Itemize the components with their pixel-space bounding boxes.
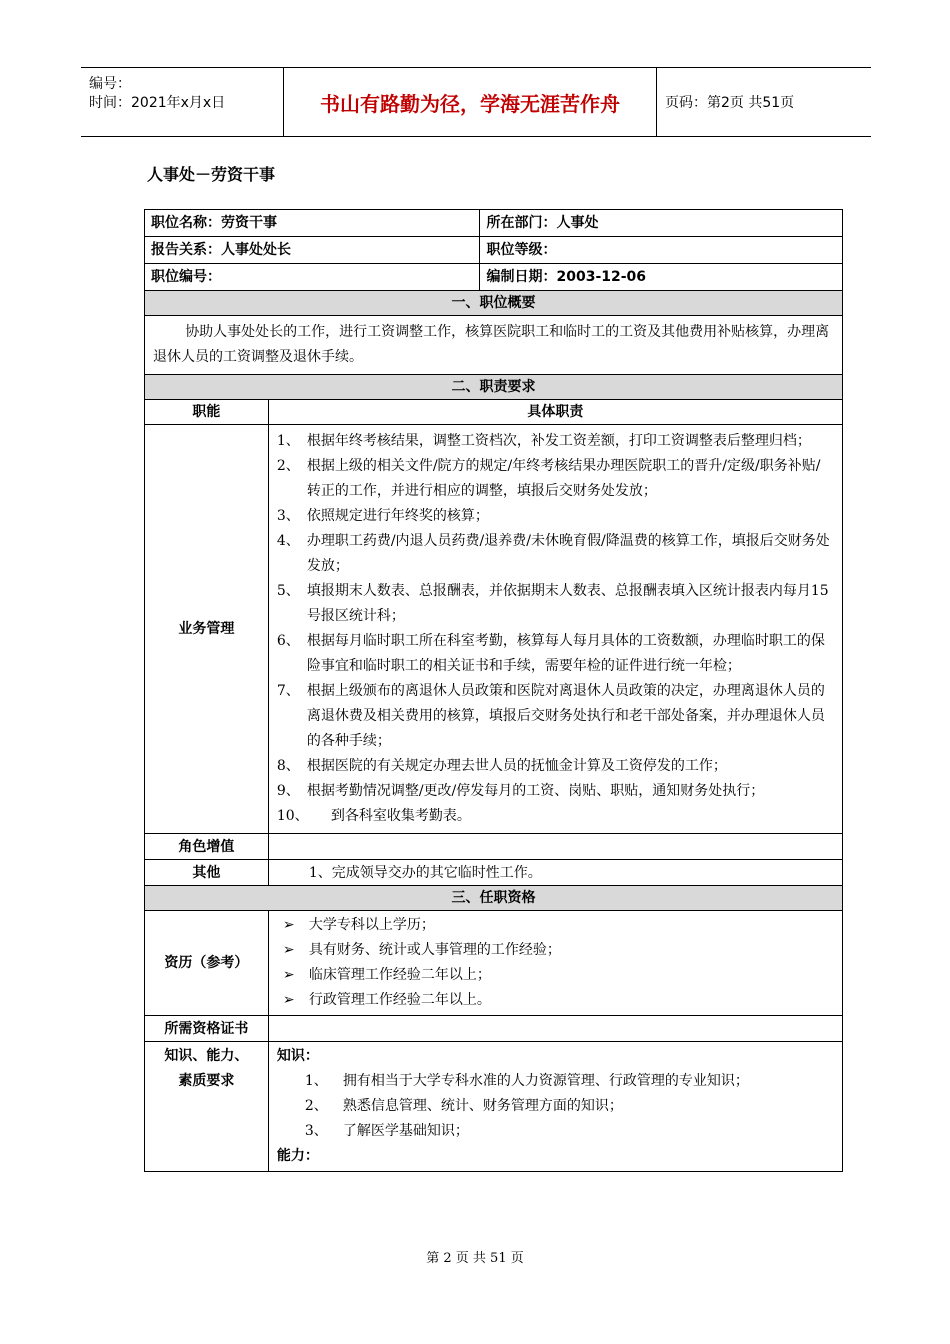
ability-label: 能力： [276, 1148, 319, 1164]
duty-item [277, 529, 834, 579]
page-footer: 第 2 页 共 51 页 [426, 1251, 524, 1266]
education-text: 行政管理工作经验二年以上。 [308, 992, 491, 1008]
knowledge-list [277, 1069, 834, 1144]
education-item [277, 913, 834, 938]
duties-col-function: 职能 [145, 400, 269, 425]
duty-text: 根据每月临时职工所在科室考勤，核算每人每月具体的工资数额，办理临时职工的保险事宜和临时职工的相关证书和手续，需要年检的证件进行统一年检； [306, 633, 825, 674]
duty-number: 3、 [276, 508, 300, 524]
header-motto: 书山有路勤为径，学海无涯苦作舟 [283, 68, 657, 136]
knowledge-text: 拥有相当于大学专科水准的人力资源管理、行政管理的专业知识； [342, 1073, 749, 1089]
knowledge-item [277, 1094, 834, 1119]
duty-item [277, 504, 834, 529]
duty-item [277, 779, 834, 804]
section-duties-title: 二、职责要求 [145, 375, 843, 400]
section-overview-title: 一、职位概要 [145, 291, 843, 316]
compile-date: 编制日期：2003-12-06 [480, 264, 843, 291]
knowledge-number: 1、 [304, 1073, 328, 1089]
position-level: 职位等级： [480, 237, 843, 264]
education-text: 大学专科以上学历； [308, 917, 435, 933]
duty-text: 到各科室收集考勤表。 [330, 808, 471, 824]
duty-number: 9、 [276, 783, 300, 799]
certificate-content [268, 1016, 842, 1042]
position-number: 职位编号： [145, 264, 480, 291]
duty-number: 10、 [276, 808, 309, 824]
section-qualification-title: 三、任职资格 [145, 886, 843, 911]
duty-number: 8、 [276, 758, 300, 774]
header-meta [81, 68, 283, 136]
duty-item [277, 754, 834, 779]
knowledge-number: 2、 [304, 1098, 328, 1114]
job-description-table [144, 209, 843, 1172]
duty-number: 1、 [276, 433, 300, 449]
duty-item [277, 454, 834, 504]
duty-text: 根据年终考核结果，调整工资档次，补发工资差额，打印工资调整表后整理归档； [306, 433, 811, 449]
duty-item [277, 579, 834, 629]
certificate-label: 所需资格证书 [145, 1016, 269, 1042]
knowledge-label: 知识： [276, 1048, 319, 1064]
bullet-arrow-icon: ➢ [282, 967, 295, 983]
header-page-info: 页码：第2页 共51页 [665, 95, 795, 111]
overview-text: 协助人事处处长的工作，进行工资调整工作，核算医院职工和临时工的工资及其他费用补贴核算，办理离退休人员的工资调整及退休手续。 [145, 316, 843, 375]
role-value-label: 角色增值 [145, 834, 269, 860]
ksa-label-line2: 素质要求 [178, 1073, 235, 1089]
duty-item [277, 804, 834, 829]
duty-text: 根据医院的有关规定办理去世人员的抚恤金计算及工资停发的工作； [306, 758, 727, 774]
business-mgmt-label: 业务管理 [145, 425, 269, 834]
duty-text: 根据上级颁布的离退休人员政策和医院对离退休人员政策的决定，办理离退休人员的离退休费及相关费用的核算，填报后交财务处执行和老干部处备案，并办理退休人员的各种手续； [306, 683, 825, 749]
education-text: 具有财务、统计或人事管理的工作经验； [308, 942, 561, 958]
duty-number: 2、 [276, 458, 300, 474]
department: 所在部门：人事处 [480, 210, 843, 237]
duty-text: 填报期末人数表、总报酬表，并依据期末人数表、总报酬表填入区统计报表内每月15号报区统计科； [306, 583, 829, 624]
education-item [277, 938, 834, 963]
ksa-label-line1: 知识、能力、 [164, 1048, 249, 1064]
knowledge-number: 3、 [304, 1123, 328, 1139]
duty-item [277, 679, 834, 754]
duty-list [277, 427, 834, 831]
duty-text: 办理职工药费/内退人员药费/退养费/未休晚育假/降温费的核算工作，填报后交财务处发放； [306, 533, 830, 574]
education-label: 资历（参考） [145, 911, 269, 1016]
other-text: 1、完成领导交办的其它临时性工作。 [268, 860, 842, 886]
knowledge-item [277, 1119, 834, 1144]
knowledge-text: 熟悉信息管理、统计、财务管理方面的知识； [342, 1098, 623, 1114]
doc-number-label: 编号： [89, 76, 131, 92]
duty-number: 5、 [276, 583, 300, 599]
doc-time-label: 时间：2021年x月x日 [89, 95, 226, 111]
bullet-arrow-icon: ➢ [282, 942, 295, 958]
duty-number: 4、 [276, 533, 300, 549]
education-item [277, 988, 834, 1013]
role-value-content [268, 834, 842, 860]
page-header [81, 67, 871, 137]
education-list [277, 913, 834, 1013]
duty-item [277, 629, 834, 679]
ksa-label [145, 1042, 269, 1172]
duty-text: 根据上级的相关文件/院方的规定/年终考核结果办理医院职工的晋升/定级/职务补贴/转正的工作，并进行相应的调整，填报后交财务处发放； [306, 458, 821, 499]
duties-col-detail: 具体职责 [268, 400, 842, 425]
knowledge-text: 了解医学基础知识； [342, 1123, 469, 1139]
duty-number: 6、 [276, 633, 300, 649]
other-label: 其他 [145, 860, 269, 886]
position-name: 职位名称：劳资干事 [145, 210, 480, 237]
education-text: 临床管理工作经验二年以上； [308, 967, 491, 983]
knowledge-item [277, 1069, 834, 1094]
education-item [277, 963, 834, 988]
duty-item [277, 429, 834, 454]
report-to: 报告关系：人事处处长 [145, 237, 480, 264]
duty-text: 根据考勤情况调整/更改/停发每月的工资、岗贴、职贴，通知财务处执行； [306, 783, 765, 799]
duty-text: 依照规定进行年终奖的核算； [306, 508, 489, 524]
duty-number: 7、 [276, 683, 300, 699]
bullet-arrow-icon: ➢ [282, 992, 295, 1008]
bullet-arrow-icon: ➢ [282, 917, 295, 933]
doc-title: 人事处－劳资干事 [147, 165, 276, 184]
